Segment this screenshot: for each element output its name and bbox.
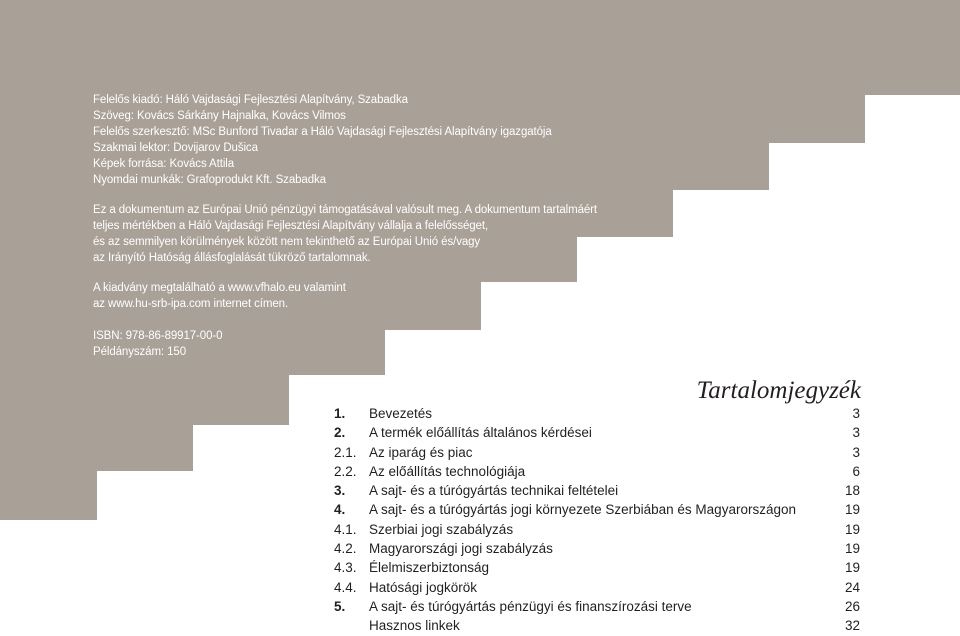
toc-title: Tartalomjegyzék [696,377,861,404]
credit-printing: Nyomdai munkák: Grafoprodukt Kft. Szabadka [93,174,326,186]
toc-entry-label: Az előállítás technológiája [369,463,526,479]
disclaimer-line: Ez a dokumentum az Európai Unió pénzügyi támogatásával valósult meg. A dokumentum tartalmáért [93,204,598,216]
toc-entry-number: 4.1. [334,521,357,537]
credit-text-authors: Szöveg: Kovács Sárkány Hajnalka, Kovács Vilmos [93,110,346,122]
toc-entry-label: A termék előállítás általános kérdései [369,425,592,441]
toc-entry-page: 6 [852,463,860,479]
toc-entry-label: A sajt- és túrógyártás pénzügyi és finanszírozási terve [369,598,692,614]
toc-entry [334,520,860,539]
availability-note [93,280,673,312]
toc-entry-number: 4.4. [334,579,357,595]
toc-entry-page: 26 [844,598,860,614]
toc-entry-label: Élelmiszerbiztonság [369,560,490,576]
toc-entry-label: Szerbiai jogi szabályzás [369,521,514,537]
toc-entry-number: 5. [334,598,346,614]
toc-entry [334,443,860,462]
toc-entry-page: 19 [844,560,860,576]
toc-entry [334,423,860,442]
toc-entry-number: 4. [334,502,346,518]
toc-entry-page: 3 [852,444,860,460]
toc-entry-number: 2. [334,425,346,441]
toc-entry [334,462,860,481]
toc-entry-label: Bevezetés [369,406,433,421]
toc-entry-label: Magyarországi jogi szabályzás [369,541,553,557]
credit-photos: Képek forrása: Kovács Attila [93,158,235,170]
toc-entry [334,578,860,597]
credit-reviewer: Szakmai lektor: Dovijarov Dušica [93,142,258,154]
isbn-block [93,328,673,360]
toc-entry-page: 3 [852,406,860,421]
availability-line: A kiadvány megtalálható a www.vfhalo.eu valamint [93,282,346,294]
eu-disclaimer [93,202,673,266]
toc-entry-page: 19 [844,521,860,537]
toc-entry [334,539,860,558]
toc-entry-label: Az iparág és piac [369,444,473,460]
toc-entry-page: 19 [844,541,860,557]
toc-entry-page: 32 [844,618,860,634]
toc-entry-page: 24 [844,579,860,595]
toc-entry-number: 2.1. [334,444,357,460]
imprint-block [93,92,673,360]
toc-entry [334,500,860,519]
toc-entry-number: 1. [334,406,346,421]
toc-entry-page: 19 [844,502,860,518]
credits-list [93,92,673,188]
credit-editor: Felelős szerkesztő: MSc Bunford Tivadar a Háló Vajdasági Fejlesztési Alapítvány igazgatója [93,126,552,138]
toc-entry [334,404,860,423]
toc-entry [334,597,860,616]
table-of-contents [334,404,860,636]
toc-entry-number: 4.3. [334,560,357,576]
toc-entry-number: 4.2. [334,541,357,557]
toc-entry-page: 18 [844,483,860,499]
toc-entry-number: 3. [334,483,346,499]
credit-publisher: Felelős kiadó: Háló Vajdasági Fejlesztési Alapítvány, Szabadka [93,94,408,106]
toc-entry [334,481,860,500]
disclaimer-line: teljes mértékben a Háló Vajdasági Fejlesztési Alapítvány vállalja a felelősséget, [93,220,489,232]
availability-line: az www.hu-srb-ipa.com internet címen. [93,298,289,310]
toc-entry [334,558,860,577]
print-run: Példányszám: 150 [93,346,187,358]
toc-entry-label: Hasznos linkek [369,618,460,634]
toc-entry-number: 2.2. [334,463,357,479]
disclaimer-line: és az semmilyen körülmények között nem tekinthető az Európai Unió és/vagy [93,236,481,248]
isbn-number: ISBN: 978-86-89917-00-0 [93,330,223,342]
toc-entry-label: A sajt- és a túrógyártás jogi környezete Szerbiában és Magyarországon [369,502,796,518]
toc-entry-label: Hatósági jogkörök [369,579,478,595]
disclaimer-line: az Irányító Hatóság állásfoglalását tükröző tartalomnak. [93,252,371,264]
toc-entry-label: A sajt- és a túrógyártás technikai feltételei [369,483,619,499]
toc-entry-page: 3 [852,425,860,441]
